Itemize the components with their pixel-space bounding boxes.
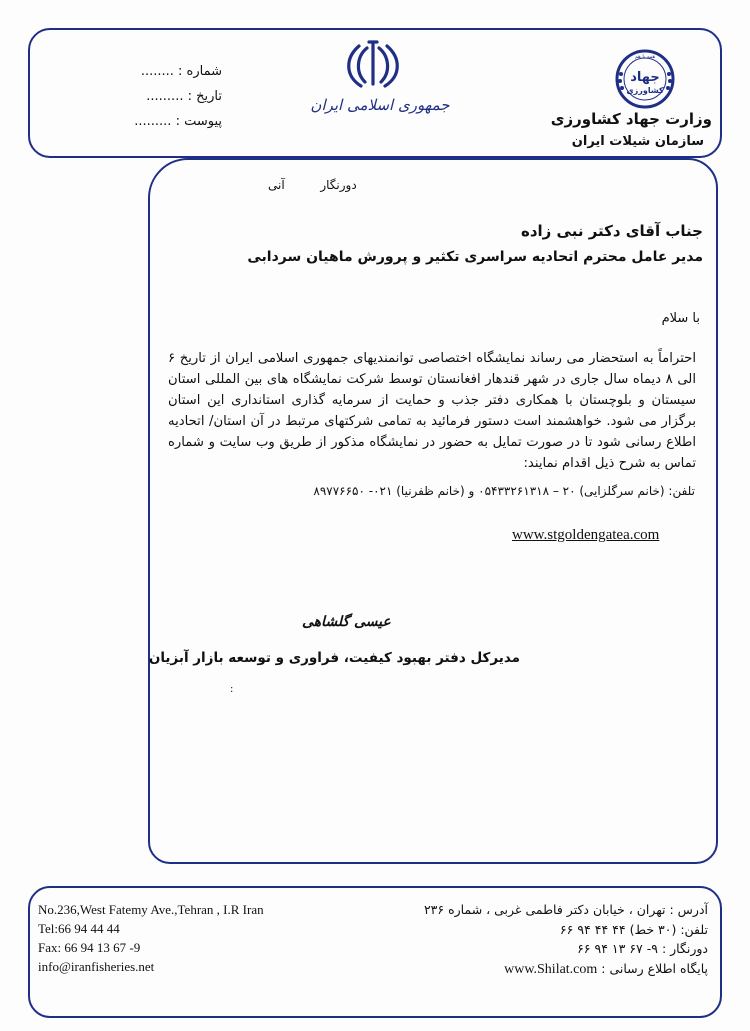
footer-site-link[interactable]: www.Shilat.com [504,961,598,977]
website-link[interactable]: www.stgoldengatea.com [512,527,660,543]
footer-en-email[interactable]: info@iranfisheries.net [38,959,155,974]
footer-english [38,900,264,976]
footer-fa-site-line [378,959,708,980]
ministry-name: وزارت جهاد کشاورزی [550,110,712,128]
footer-fa-site-label: پایگاه اطلاع رسانی : [601,960,708,976]
letter-attachment-dots: ......... [134,114,172,129]
letter-attachment-label: پیوست : [175,114,222,129]
letter-date-dots: ......... [146,89,184,104]
letter-attachment-field [112,114,222,129]
footer-en-tel: Tel:66 94 44 44 [38,921,120,936]
footer-fa-fax: دورنگار : ۹- ۶۷ ۱۳ ۹۴ ۶۶ [577,941,708,956]
signer-title: مدیرکل دفتر بهبود کیفیت، فراوری و توسعه بازار آبزیان [148,650,520,666]
letter-number-label: شماره : [178,64,222,79]
country-name: جمهوری اسلامی ایران [310,96,450,114]
signature: عیسی گلشاهی [302,614,391,630]
letter-number-field [112,64,222,79]
recipient-title: مدیر عامل محترم اتحادیه سراسری تکثیر و پرورش ماهیان سردابی [247,249,703,265]
ministry-logo-icon [612,48,678,110]
letter-body: احتراماً به استحضار می رساند نمایشگاه اختصاصی توانمندیهای جمهوری اسلامی ایران از تاریخ ۶ الی ۸ دیماه سال جاری در شهر قندهار افغانستان توسط شرکت نمایشگاه های بین المللی استان سیستان و بلوچستان با همکاری دفتر جذب و حمایت از سرمایه گذاری استانداری این استان برگزار می شود. خواهشمند است دستور فرمائید به تمامی شرکتهای مرتبط در آن استان/ اتحادیه اطلاع رسانی شود تا در صورت تمایل به حضور در نمایشگاه مذکور از طریق وب سایت و شماره تماس به شرح ذیل اقدام نمایند: [168,351,696,471]
organization-name: سازمان شیلات ایران [571,134,704,149]
footer-fa-address: آدرس : تهران ، خیابان دکتر فاطمی غربی ، شماره ۲۳۶ [423,902,708,917]
ink-mark: : [230,684,234,695]
footer-en-address: No.236,West Fatemy Ave.,Tehran , I.R Iran [38,902,264,917]
footer-fa-tel: تلفن: (۳۰ خط) ۴۴ ۴۴ ۹۴ ۶۶ [559,921,708,937]
fax-tag: دورنگار [320,178,357,192]
ministry-logo-ring-text: همه با هم [634,54,656,60]
letter-number-dots: ........ [140,64,174,79]
footer-persian [378,900,708,979]
iran-emblem-icon [343,40,403,92]
letter-date-label: تاریخ : [187,89,222,104]
ministry-logo-top-text: جهاد [630,70,660,85]
contact-phone: تلفن: (خانم سرگلزایی) ۲۰ – ۰۵۴۳۳۲۶۱۳۱۸ و (خانم ظفرنیا) ۰۲۱- ۸۹۷۷۶۶۵۰ [313,484,695,498]
ministry-logo-bottom-text: کشاورزی [626,86,664,95]
footer-en-fax: Fax: 66 94 13 67 -9 [38,940,141,955]
urgency-tag: آنی [268,178,285,192]
greeting: با سلام [661,311,700,326]
recipient-name: جناب آقای دکتر نبی زاده [520,222,703,240]
letter-date-field [112,89,222,104]
fax-urgency-line [268,178,357,192]
